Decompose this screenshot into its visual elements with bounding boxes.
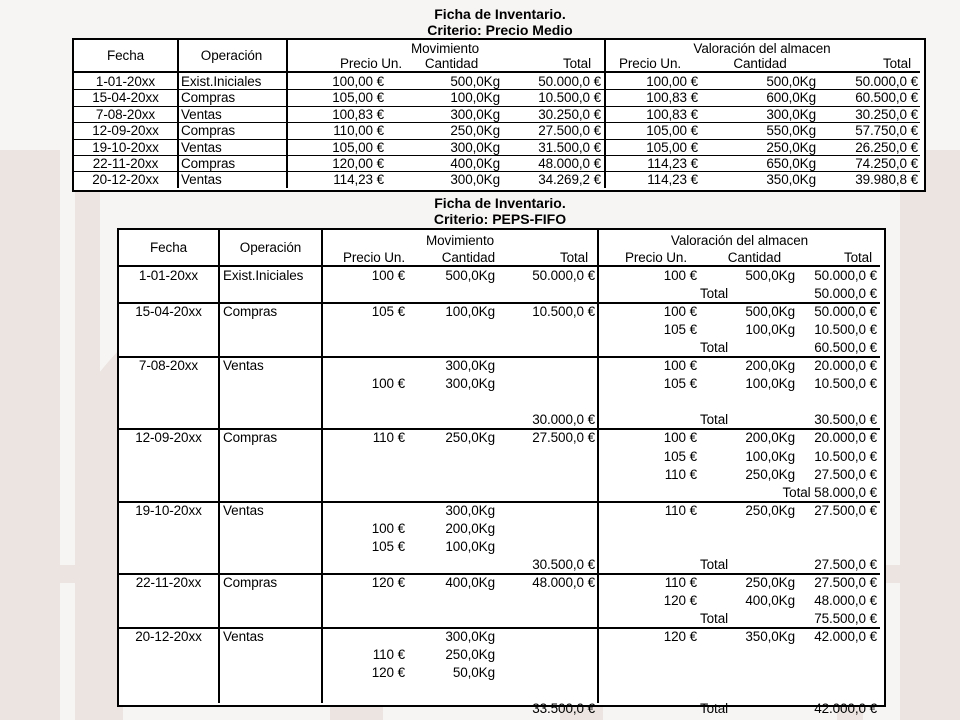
top-inventory-table <box>72 38 926 192</box>
row-fecha: 7-08-20xx <box>95 106 156 122</box>
row-total: 30.250,0 € <box>538 106 601 122</box>
header-precio-val: Precio Un. <box>624 250 687 265</box>
row-fecha: 22-11-20xx <box>92 156 159 171</box>
row-operacion: Compras <box>181 123 236 139</box>
row-operacion: Compras <box>181 90 236 106</box>
line-valor-precio: 120 € <box>663 592 697 608</box>
line-valor-total-label: Total <box>699 610 729 626</box>
line-total: 27.500,0 € <box>532 430 595 446</box>
line-precio: 105 € <box>371 538 405 554</box>
header-valoracion: Valoración del almacen <box>670 233 809 248</box>
row-valor-total: 39.980,8 € <box>855 172 918 188</box>
line-valor-precio: 110 € <box>664 502 697 518</box>
row-valor-cantidad: 550,0Kg <box>766 123 816 139</box>
line-valor-total: 20.000,0 € <box>814 430 877 446</box>
line-precio: 105 € <box>371 304 405 320</box>
row-valor-cantidad: 350,0Kg <box>766 172 816 188</box>
line-valor-total: 50.000,0 € <box>814 268 877 283</box>
line-precio: 100 € <box>371 520 405 536</box>
group-fecha: 15-04-20xx <box>135 304 202 320</box>
line-valor-total: 27.500,0 € <box>814 502 877 518</box>
line-valor-cantidad: 250,0Kg <box>745 574 795 590</box>
row-cantidad: 100,0Kg <box>450 90 500 106</box>
line-valor-total: 50.000,0 € <box>814 286 877 302</box>
row-valor-total: 57.750,0 € <box>855 123 918 139</box>
row-operacion: Ventas <box>181 139 222 155</box>
row-valor-precio: 100,00 € <box>646 74 698 89</box>
line-valor-precio: 105 € <box>663 376 697 392</box>
group-operacion: Compras <box>223 574 278 590</box>
header-cantidad: Cantidad <box>441 250 495 265</box>
line-cantidad: 100,0Kg <box>445 538 495 554</box>
row-cantidad: 250,0Kg <box>450 123 500 139</box>
line-valor-precio: 100 € <box>663 268 697 283</box>
top-title-2: Criterio: Precio Medio <box>427 22 573 38</box>
row-cantidad: 500,0Kg <box>450 74 500 89</box>
row-total: 50.000,0 € <box>538 74 601 89</box>
line-precio: 110 € <box>372 647 405 663</box>
group-operacion: Compras <box>223 430 278 446</box>
group-operacion: Ventas <box>223 502 264 518</box>
top-title-1: Ficha de Inventario. <box>434 6 566 22</box>
line-valor-precio: 110 € <box>664 466 697 482</box>
row-total: 10.500,0 € <box>538 90 601 106</box>
line-valor-total: 75.500,0 € <box>814 610 877 626</box>
row-valor-total: 60.500,0 € <box>855 90 918 106</box>
line-total: 30.500,0 € <box>532 556 595 572</box>
line-valor-cantidad: 350,0Kg <box>745 629 795 644</box>
row-total: 27.500,0 € <box>538 123 601 139</box>
table-rule <box>218 230 220 703</box>
line-total: 48.000,0 € <box>532 574 595 590</box>
row-valor-precio: 114,23 € <box>647 172 698 188</box>
line-valor-cantidad: 200,0Kg <box>745 358 795 374</box>
line-valor-precio: 120 € <box>663 629 697 644</box>
row-precio: 100,00 € <box>332 74 384 89</box>
header-cantidad-val: Cantidad <box>733 56 787 71</box>
line-valor-cantidad: 500,0Kg <box>745 304 795 320</box>
group-operacion: Compras <box>223 304 278 320</box>
group-fecha: 1-01-20xx <box>138 268 199 283</box>
row-valor-cantidad: 600,0Kg <box>766 90 816 106</box>
line-valor-total: 10.500,0 € <box>814 322 877 338</box>
header-precio: Precio Un. <box>342 250 405 265</box>
line-valor-cantidad: 100,0Kg <box>745 448 795 464</box>
row-total: 48.000,0 € <box>538 156 601 171</box>
row-precio: 105,00 € <box>332 139 384 155</box>
row-operacion: Exist.Iniciales <box>181 74 262 89</box>
line-valor-precio: 100 € <box>663 358 697 374</box>
header-movimiento: Movimiento <box>410 41 480 56</box>
line-valor-precio: 100 € <box>663 430 697 446</box>
line-valor-precio: 105 € <box>663 448 697 464</box>
group-operacion: Exist.Iniciales <box>223 268 304 283</box>
line-valor-total-label: Total <box>699 701 729 717</box>
header-precio: Precio Un. <box>339 56 402 71</box>
row-valor-total: 26.250,0 € <box>855 139 918 155</box>
line-valor-total: 60.500,0 € <box>814 340 877 356</box>
header-fecha: Fecha <box>149 240 188 255</box>
line-cantidad: 300,0Kg <box>445 502 495 518</box>
row-operacion: Ventas <box>181 106 222 122</box>
header-total: Total <box>562 56 591 71</box>
row-cantidad: 300,0Kg <box>450 106 500 122</box>
line-valor-total: 27.500,0 € <box>814 466 877 482</box>
row-fecha: 15-04-20xx <box>92 90 159 106</box>
row-valor-precio: 105,00 € <box>646 123 698 139</box>
group-operacion: Ventas <box>223 358 264 374</box>
header-cantidad-val: Cantidad <box>727 250 781 265</box>
row-cantidad: 300,0Kg <box>450 172 500 188</box>
row-valor-total: 74.250,0 € <box>855 156 918 171</box>
row-total: 31.500,0 € <box>538 139 601 155</box>
line-precio: 110 € <box>372 430 405 446</box>
header-cantidad: Cantidad <box>424 56 479 71</box>
line-total: 33.500,0 € <box>532 701 595 717</box>
line-valor-total: 42.000,0 € <box>814 701 877 717</box>
row-fecha: 20-12-20xx <box>92 172 159 188</box>
line-valor-cantidad: 250,0Kg <box>745 502 795 518</box>
group-fecha: 19-10-20xx <box>135 502 202 518</box>
bottom-inventory-table <box>117 228 886 717</box>
row-valor-cantidad: 300,0Kg <box>766 106 816 122</box>
header-precio-val: Precio Un. <box>618 56 682 71</box>
row-fecha: 1-01-20xx <box>95 74 156 89</box>
row-operacion: Compras <box>181 156 236 171</box>
row-total: 34.269,2 € <box>538 172 601 188</box>
line-valor-cantidad: 400,0Kg <box>745 592 795 608</box>
header-total-val: Total <box>843 250 872 265</box>
line-cantidad: 500,0Kg <box>445 268 495 283</box>
row-valor-precio: 100,83 € <box>646 90 698 106</box>
line-cantidad: 300,0Kg <box>445 376 495 392</box>
line-valor-cantidad: 100,0Kg <box>745 376 795 392</box>
line-valor-total: 10.500,0 € <box>814 448 877 464</box>
row-fecha: 19-10-20xx <box>92 139 159 155</box>
row-valor-precio: 105,00 € <box>646 139 698 155</box>
row-valor-precio: 100,83 € <box>646 106 698 122</box>
line-valor-total-label: Total <box>699 412 729 428</box>
header-total-val: Total <box>882 56 911 71</box>
row-precio: 110,00 € <box>333 123 384 139</box>
group-fecha: 20-12-20xx <box>135 629 202 644</box>
line-valor-cantidad: 200,0Kg <box>745 430 795 446</box>
group-fecha: 22-11-20xx <box>135 574 202 590</box>
line-cantidad: 250,0Kg <box>445 647 495 663</box>
row-valor-cantidad: 500,0Kg <box>766 74 816 89</box>
group-fecha: 12-09-20xx <box>135 430 202 446</box>
line-valor-total: Total 58.000,0 € <box>782 484 877 500</box>
header-fecha: Fecha <box>106 48 145 63</box>
line-valor-total: 20.000,0 € <box>814 358 877 374</box>
header-valoracion: Valoración del almacen <box>693 41 831 56</box>
line-valor-total: 10.500,0 € <box>814 376 877 392</box>
line-total: 50.000,0 € <box>532 268 595 283</box>
line-cantidad: 400,0Kg <box>445 574 495 590</box>
header-operacion: Operación <box>200 48 263 63</box>
row-precio: 100,83 € <box>332 106 384 122</box>
row-cantidad: 300,0Kg <box>450 139 500 155</box>
group-fecha: 7-08-20xx <box>138 358 199 374</box>
line-valor-precio: 105 € <box>663 322 697 338</box>
group-operacion: Ventas <box>223 629 264 644</box>
line-valor-total: 27.500,0 € <box>814 556 877 572</box>
line-valor-cantidad: 100,0Kg <box>745 322 795 338</box>
line-cantidad: 250,0Kg <box>445 430 495 446</box>
line-valor-total: 48.000,0 € <box>814 592 877 608</box>
line-valor-total: 27.500,0 € <box>814 574 877 590</box>
line-valor-total-label: Total <box>699 286 729 302</box>
header-operacion: Operación <box>239 240 302 255</box>
line-cantidad: 100,0Kg <box>445 304 495 320</box>
line-precio: 120 € <box>371 665 405 681</box>
line-valor-total: 50.000,0 € <box>814 304 877 320</box>
row-valor-total: 50.000,0 € <box>855 74 918 89</box>
table-rule <box>321 230 323 703</box>
row-fecha: 12-09-20xx <box>92 123 159 139</box>
line-valor-total: 42.000,0 € <box>814 629 877 644</box>
line-valor-cantidad: 500,0Kg <box>745 268 795 283</box>
line-cantidad: 300,0Kg <box>445 629 495 644</box>
line-total: 30.000,0 € <box>532 412 595 428</box>
row-valor-cantidad: 650,0Kg <box>766 156 816 171</box>
row-valor-cantidad: 250,0Kg <box>766 139 816 155</box>
row-precio: 105,00 € <box>332 90 384 106</box>
row-precio: 120,00 € <box>332 156 384 171</box>
line-cantidad: 300,0Kg <box>445 358 495 374</box>
row-valor-total: 30.250,0 € <box>855 106 918 122</box>
line-precio: 100 € <box>371 376 405 392</box>
line-precio: 120 € <box>371 574 405 590</box>
line-precio: 100 € <box>371 268 405 283</box>
row-cantidad: 400,0Kg <box>450 156 500 171</box>
row-operacion: Ventas <box>181 172 222 188</box>
row-precio: 114,23 € <box>333 172 384 188</box>
row-valor-precio: 114,23 € <box>647 156 698 171</box>
line-valor-cantidad: 250,0Kg <box>745 466 795 482</box>
bottom-title-2: Criterio: PEPS-FIFO <box>433 211 567 227</box>
line-valor-precio: 100 € <box>663 304 697 320</box>
bottom-title-1: Ficha de Inventario. <box>434 195 566 211</box>
line-cantidad: 200,0Kg <box>445 520 495 536</box>
line-valor-precio: 110 € <box>664 574 697 590</box>
line-total: 10.500,0 € <box>532 304 595 320</box>
line-valor-total-label: Total <box>699 340 729 356</box>
line-valor-total: 30.500,0 € <box>814 412 877 428</box>
line-valor-total-label: Total <box>699 556 729 572</box>
header-total: Total <box>559 250 588 265</box>
line-cantidad: 50,0Kg <box>452 665 495 681</box>
header-movimiento: Movimiento <box>425 233 495 248</box>
